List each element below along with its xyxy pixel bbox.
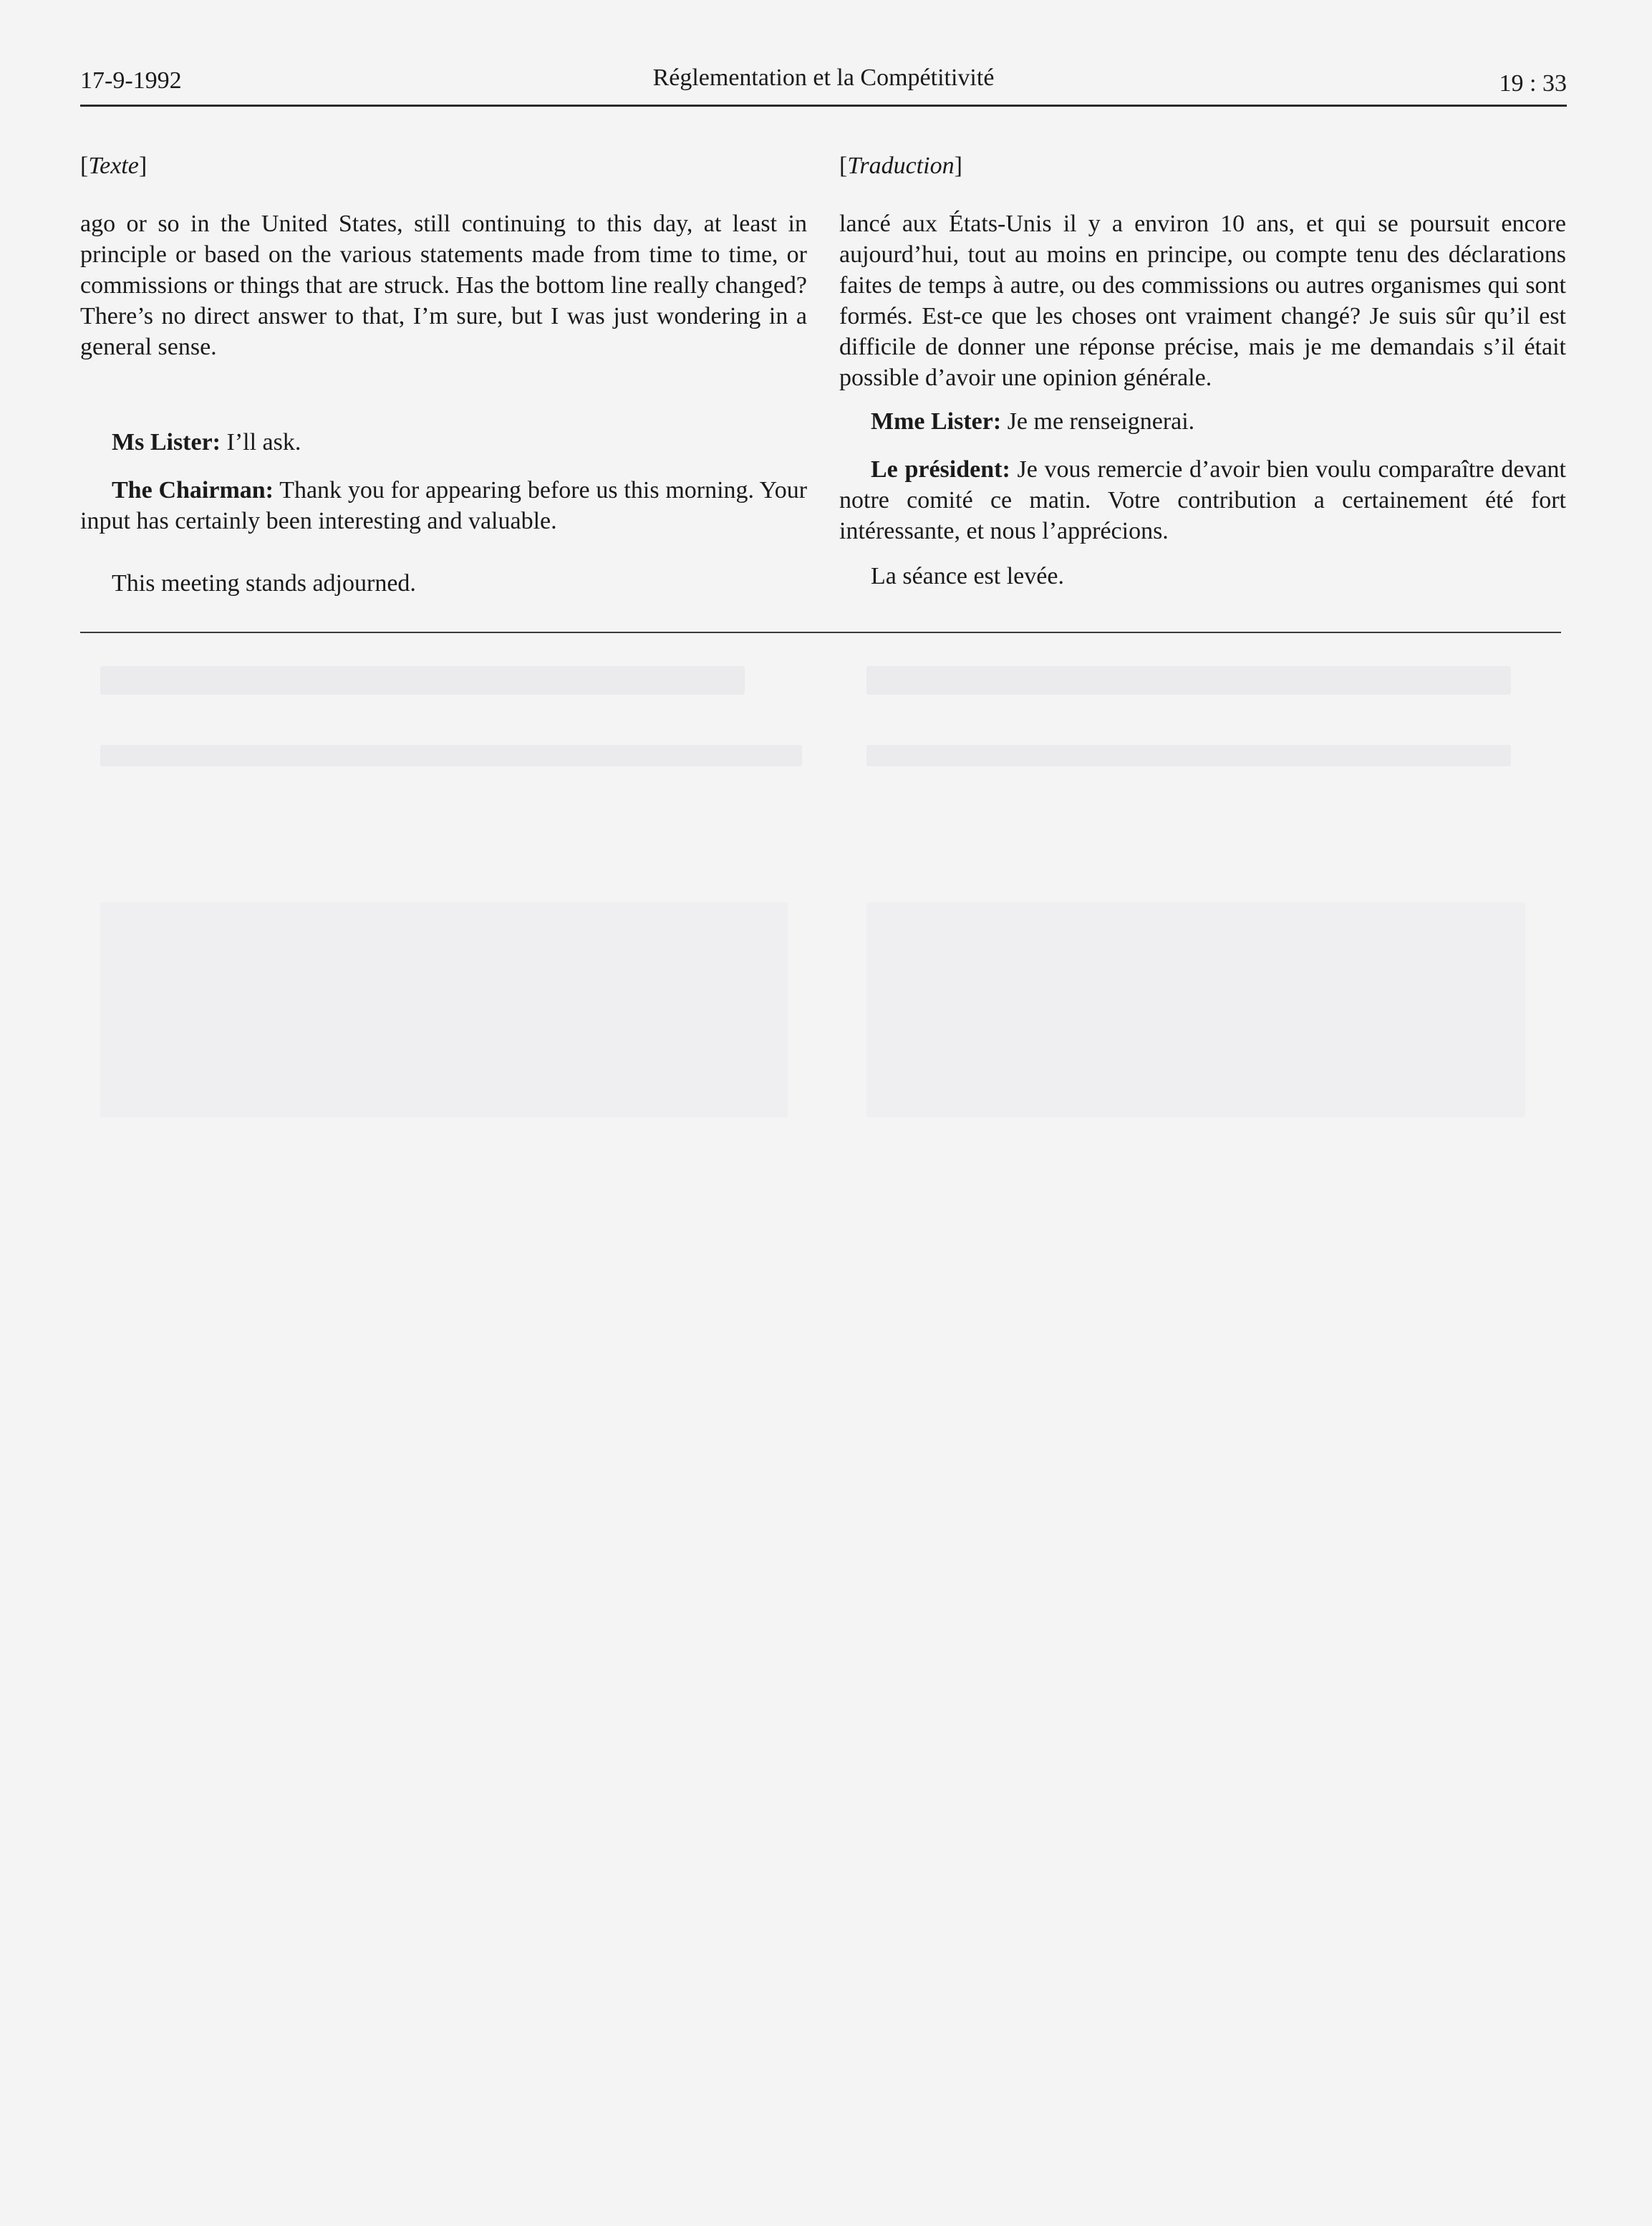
- english-column: [80, 150, 807, 599]
- show-through-block: [866, 902, 1525, 1117]
- header-date: 17-9-1992: [80, 67, 182, 94]
- french-column: [839, 150, 1566, 592]
- speech-text: Je me renseignerai.: [1007, 408, 1195, 435]
- speaker-name: Ms Lister:: [112, 429, 221, 456]
- section-end-rule: [80, 632, 1561, 633]
- show-through-block: [866, 745, 1511, 766]
- speaker-name: The Chairman:: [112, 477, 274, 504]
- running-header: [80, 62, 1567, 107]
- show-through-block: [100, 745, 802, 766]
- column-label-texte: [Texte]: [80, 153, 148, 179]
- speech-text: Thank you for appearing before us this morning. Your input has certainly been interesting and valuable.: [80, 477, 808, 534]
- speaker-name: Le président:: [871, 456, 1010, 483]
- paragraph-seance-levee: La séance est levée.: [871, 563, 1064, 589]
- paragraph-adjournment: This meeting stands adjourned.: [112, 570, 416, 597]
- show-through-block: [866, 666, 1511, 695]
- header-title: Réglementation et la Compétitivité: [652, 64, 995, 91]
- speech-text: Je vous remercie d’avoir bien voulu comparaître devant notre comité ce matin. Votre contribution a certainement été fort intéressante, et nous l’apprécions.: [839, 456, 1567, 544]
- paragraph-ms-lister: [80, 427, 807, 458]
- paragraph-chairman: [80, 475, 807, 536]
- speaker-name: Mme Lister:: [871, 408, 1002, 435]
- show-through-block: [100, 902, 788, 1117]
- paragraph-continuation: lancé aux États-Unis il y a environ 10 ans, et qui se poursuit encore aujourd’hui, tout au moins en principe, ou compte tenu des déclarations faites de temps à autre, ou des commissions ou autres organismes qui sont formés. Est-ce que les choses ont vraiment changé? Je suis sûr qu’il est difficile de donner une réponse précise, mais je me demandais s’il était possible d’avoir une opinion générale.: [839, 211, 1566, 391]
- show-through-block: [100, 666, 745, 695]
- speech-text: I’ll ask.: [226, 429, 301, 456]
- paragraph-president: [839, 454, 1566, 546]
- paragraph-mme-lister: [839, 406, 1566, 437]
- column-label-traduction: [Traduction]: [839, 153, 962, 179]
- header-page-number: 19 : 33: [1499, 70, 1567, 97]
- paragraph-continuation: ago or so in the United States, still continuing to this day, at least in principle or based on the various statements made from time to time, or commissions or things that are struck. Has the bottom line really changed? There’s no direct answer to that, I’m sure, but I was just wondering in a general sense.: [80, 211, 807, 360]
